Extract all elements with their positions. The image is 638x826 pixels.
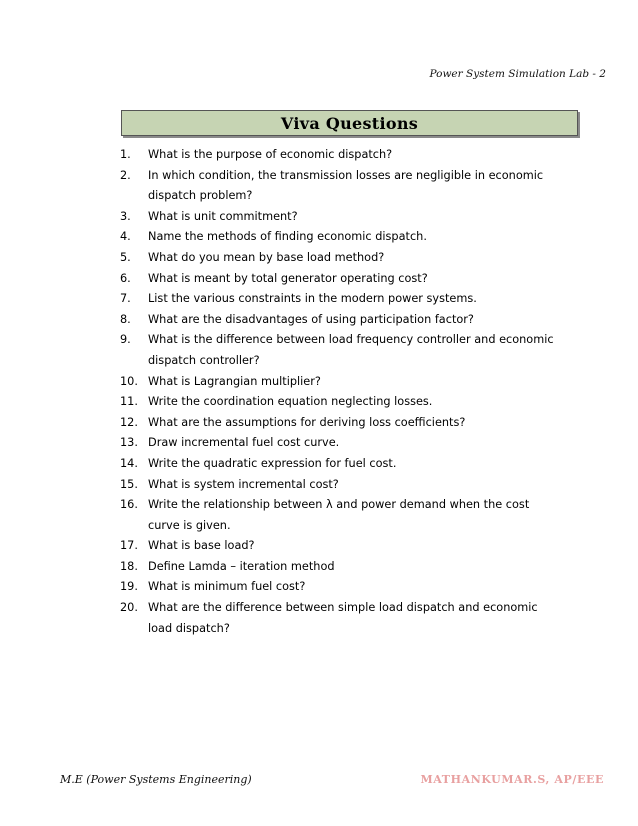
question-text: What is meant by total generator operating cost?	[148, 271, 428, 285]
question-number: 13.	[120, 436, 138, 450]
question-text: Name the methods of finding economic dispatch.	[148, 230, 427, 244]
list-item	[120, 392, 560, 413]
question-number: 7.	[120, 292, 131, 306]
question-text: List the various constraints in the modern power systems.	[148, 292, 477, 306]
list-item	[120, 433, 560, 454]
list-item	[120, 475, 560, 496]
question-number: 4.	[120, 230, 131, 244]
question-number: 9.	[120, 333, 131, 347]
list-item	[120, 577, 560, 598]
question-text: What are the assumptions for deriving loss coefficients?	[148, 415, 466, 429]
question-text: What is the purpose of economic dispatch?	[148, 148, 393, 161]
question-number: 6.	[120, 271, 131, 285]
question-text: What are the disadvantages of using participation factor?	[148, 312, 474, 326]
question-text: Write the relationship between λ and power demand when the cost curve is given.	[148, 498, 530, 532]
footer-author: MATHANKUMAR.S, AP/EEE	[420, 773, 604, 786]
list-item	[120, 269, 560, 290]
page-header: Power System Simulation Lab - 2	[429, 68, 606, 80]
list-item	[120, 207, 560, 228]
question-text: What is system incremental cost?	[148, 477, 339, 491]
list-item	[120, 145, 560, 166]
list-item	[120, 330, 560, 371]
question-number: 20.	[120, 601, 138, 615]
question-number: 8.	[120, 312, 131, 326]
question-number: 19.	[120, 580, 138, 594]
list-item	[120, 310, 560, 331]
question-text: Draw incremental fuel cost curve.	[148, 436, 340, 450]
question-text: Write the coordination equation neglecting losses.	[148, 395, 433, 409]
question-text: What is minimum fuel cost?	[148, 580, 306, 594]
question-number: 10.	[120, 374, 138, 388]
section-title-box	[121, 110, 578, 136]
question-text: What is Lagrangian multiplier?	[148, 374, 321, 388]
question-number: 15.	[120, 477, 138, 491]
question-text: What is base load?	[148, 539, 255, 553]
list-item	[120, 454, 560, 475]
question-number: 14.	[120, 456, 138, 470]
question-number: 12.	[120, 415, 138, 429]
question-list	[120, 145, 560, 639]
question-text: What are the difference between simple load dispatch and economic load dispatch?	[148, 601, 538, 635]
question-text: Define Lamda – iteration method	[148, 559, 335, 573]
list-item	[120, 248, 560, 269]
list-item	[120, 536, 560, 557]
question-text: What is the difference between load frequency controller and economic dispatch controller?	[148, 333, 554, 367]
question-text: What is unit commitment?	[148, 209, 298, 223]
question-number: 3.	[120, 209, 131, 223]
question-number: 5.	[120, 250, 131, 264]
section-title: Viva Questions	[280, 113, 419, 133]
list-item	[120, 495, 560, 536]
question-number: 1.	[120, 148, 131, 161]
list-item	[120, 166, 560, 207]
question-text: What do you mean by base load method?	[148, 250, 385, 264]
question-text: Write the quadratic expression for fuel cost.	[148, 456, 397, 470]
list-item	[120, 227, 560, 248]
question-number: 2.	[120, 168, 131, 182]
question-number: 17.	[120, 539, 138, 553]
question-number: 16.	[120, 498, 138, 512]
footer-course: M.E (Power Systems Engineering)	[60, 773, 252, 786]
list-item	[120, 413, 560, 434]
question-text: In which condition, the transmission losses are negligible in economic dispatch problem?	[148, 168, 544, 203]
question-number: 18.	[120, 559, 138, 573]
list-item	[120, 289, 560, 310]
list-item	[120, 557, 560, 578]
list-item	[120, 598, 560, 639]
question-number: 11.	[120, 395, 138, 409]
list-item	[120, 372, 560, 393]
